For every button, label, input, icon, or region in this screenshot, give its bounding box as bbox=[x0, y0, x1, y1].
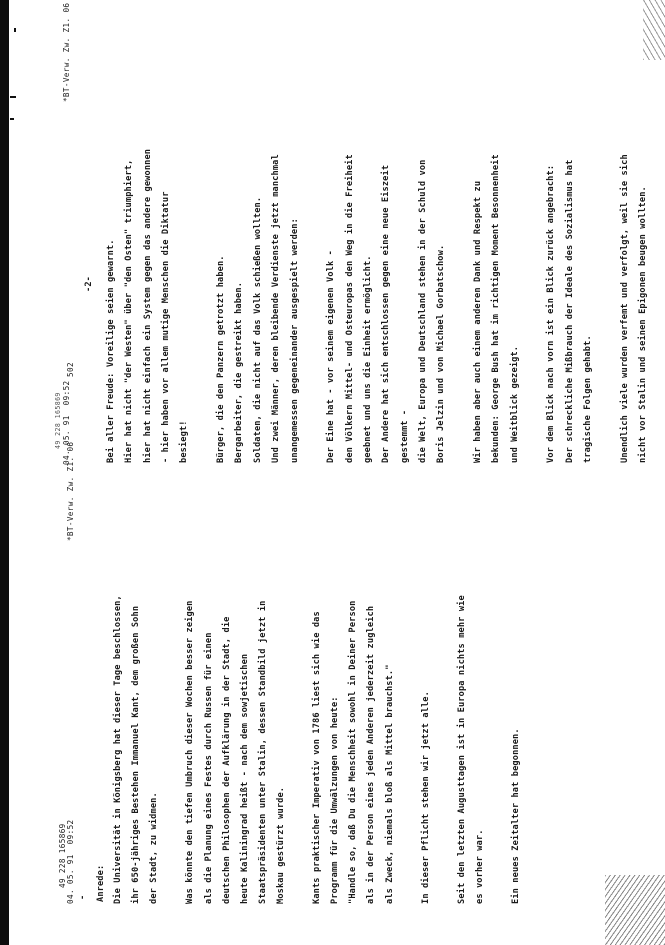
body-line: und Weitblick gezeigt. bbox=[509, 345, 520, 463]
fax-number: 49 228 165869 bbox=[54, 392, 62, 449]
body-line: "Handle so, daß Du die Menschheit sowohl in Deiner Person bbox=[348, 600, 359, 904]
fax-number: 49 228 165869 bbox=[58, 823, 67, 888]
fax-date: 04. 05. 91 bbox=[66, 854, 75, 904]
fax-station: *BT-Verw. Zw. Z1. 06 bbox=[62, 2, 71, 103]
body-line: als Zweck, niemals bloß als Mittel brauchst." bbox=[384, 664, 395, 904]
body-line: besiegt! bbox=[179, 420, 190, 463]
body-line: Programm für die Umwälzungen von heute: bbox=[330, 696, 341, 904]
body-line: Der schreckliche Mißbrauch der Ideale des Sozialismus hat bbox=[564, 159, 575, 463]
body-line: Bürger, die den Panzern getrotzt haben. bbox=[216, 255, 227, 463]
body-line: Was könnte den tiefen Umbruch dieser Wochen besser zeigen bbox=[185, 600, 196, 904]
body-line: als die Planung eines Festes durch Russen für einen bbox=[203, 632, 214, 904]
body-line: bekunden: George Bush hat im richtigen Moment Besonnenheit bbox=[491, 154, 502, 463]
scan-noise bbox=[643, 0, 665, 60]
body-line: Moskau gestürzt wurde. bbox=[275, 786, 286, 904]
body-line: tragische Folgen gehabt. bbox=[583, 335, 594, 463]
fax-time: 09:52 bbox=[66, 819, 75, 845]
page-marker: -2- bbox=[84, 276, 94, 292]
scan-noise bbox=[605, 875, 665, 945]
body-line: Die Universität in Königsberg hat dieser Tage beschlossen, bbox=[113, 595, 123, 904]
scan-edge-top bbox=[0, 0, 9, 255]
body-line: gestemmt - bbox=[399, 409, 410, 463]
body-line: Soldaten, die nicht auf das Volk schießen wollten. bbox=[252, 196, 263, 463]
body-line: es vorher war. bbox=[475, 829, 485, 904]
body-line: Staatspräsidenten unter Stalin, dessen Standbild jetzt in bbox=[257, 600, 268, 904]
body-line: Vor dem Blick nach vorn ist ein Blick zurück angebracht: bbox=[546, 164, 557, 463]
body-line: heute Kaliningrad heißt - nach dem sowjetischen bbox=[239, 653, 250, 904]
fax-time: 09:52 bbox=[62, 380, 71, 406]
body-line: geebnet und uns die Einheit ermöglicht. bbox=[362, 255, 373, 463]
body-line: deutschen Philosophen der Aufklärung in der Stadt, die bbox=[221, 616, 232, 904]
fax-date: 04. 05. 91 bbox=[62, 415, 71, 465]
body-line: unangemessen gegeneinander ausgespielt werden: bbox=[289, 218, 300, 463]
scan-mark bbox=[10, 118, 14, 120]
body-line: den Völkern Mittel- und Osteuropas den Weg in die Freiheit bbox=[344, 154, 355, 463]
body-line: nicht vor Stalin und seinen Epigonen beugen wollten. bbox=[638, 186, 649, 463]
body-line: Seit den letzten Augusttagen ist in Europa nichts mehr wie bbox=[456, 595, 467, 904]
body-line: - hier haben vor allem mutige Menschen die Diktatur bbox=[161, 191, 172, 463]
body-line: Ein neues Zeitalter hat begonnen. bbox=[511, 728, 522, 904]
body-line: hier hat nicht einfach ein System gegen das andere gewonnen bbox=[142, 148, 153, 463]
body-line: Der Eine hat - vor seinem eigenen Volk - bbox=[326, 250, 337, 463]
body-line: Bergarbeiter, die gestreikt haben. bbox=[234, 281, 245, 463]
body-line: Bei aller Freude: Voreilige seien gewarnt. bbox=[106, 239, 116, 463]
body-line: Und zwei Männer, deren bleibende Verdienste jetzt manchmal bbox=[271, 154, 282, 463]
page-number: 502 bbox=[66, 362, 75, 377]
salutation: Anrede: bbox=[96, 864, 106, 902]
body-line: der Stadt, zu widmen. bbox=[149, 792, 160, 904]
body-line: Hier hat nicht "der Westen" über "den Osten" triumphiert, bbox=[124, 159, 135, 463]
body-line: Boris Jelzin und von Michael Gorbatschow. bbox=[436, 244, 447, 463]
body-line: Unendlich viele wurden verfemt und verfolgt, weil sie sich bbox=[619, 154, 630, 463]
scan-mark bbox=[14, 28, 16, 32]
dash-mark: - bbox=[78, 894, 88, 900]
body-line: Der Andere hat sich entschlossen gegen eine neue Eiszeit bbox=[381, 164, 392, 463]
body-line: Kants praktischer Imperativ von 1786 liest sich wie das bbox=[312, 611, 323, 904]
body-line: In dieser Pflicht stehen wir jetzt alle. bbox=[420, 691, 431, 904]
fax-station: *BT-Verw. Zw. Z1. 06 bbox=[66, 441, 75, 542]
body-line: als in der Person eines jeden Anderen jederzeit zugleich bbox=[366, 605, 377, 904]
scan-mark bbox=[10, 96, 16, 98]
body-line: die Welt, Europa und Deutschland stehen in der Schuld von bbox=[417, 159, 428, 463]
body-line: Wir haben aber auch einem anderen Dank und Respekt zu bbox=[473, 180, 483, 463]
fax-header bbox=[62, 0, 71, 465]
scan-edge-bottom bbox=[0, 255, 9, 945]
body-line: ihr 650-jähriges Bestehen Immanuel Kant, dem großen Sohn bbox=[131, 605, 142, 904]
